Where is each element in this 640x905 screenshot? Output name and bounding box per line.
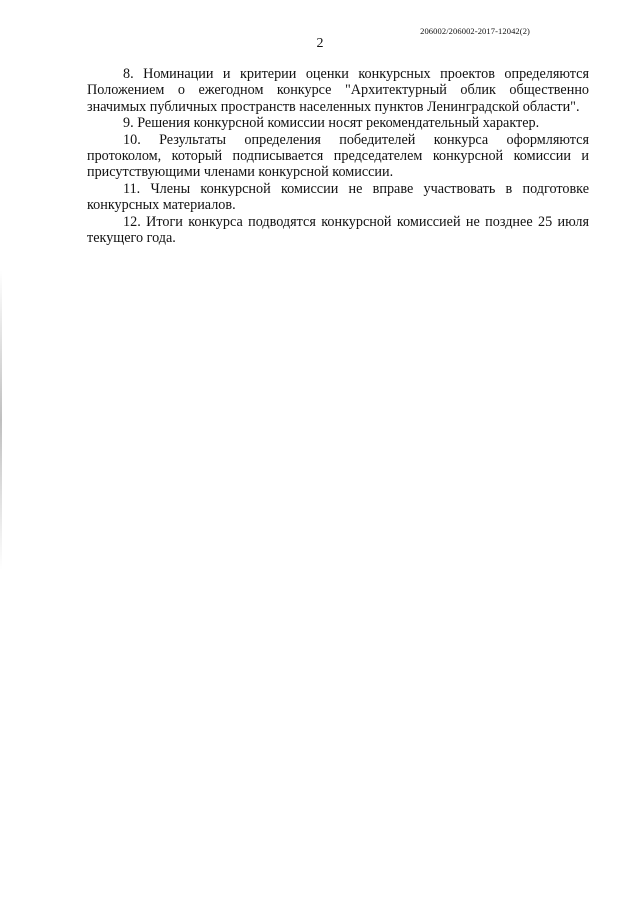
paragraph-item-9: 9. Решения конкурсной комиссии носят рекомендательный характер. <box>123 115 540 132</box>
document-id: 206002/206002-2017-12042(2) <box>420 26 530 36</box>
paragraph-item-12: 12. Итоги конкурса подводятся конкурсной комиссией не позднее 25 июля текущего года. <box>87 213 589 247</box>
paragraph-item-11: 11. Члены конкурсной комиссии не вправе участвовать в подготовке конкурсных материалов. <box>87 180 589 214</box>
page-number: 2 <box>316 36 324 51</box>
paragraph-item-8: 8. Номинации и критерии оценки конкурсных проектов определяются Положением о ежегодном конкурсе "Архитектурный облик общественно значимых публичных пространств населенных пунктов Ленинградской области". <box>87 66 589 115</box>
scan-edge-shadow <box>0 270 2 570</box>
document-body <box>87 66 589 246</box>
paragraph-item-10: 10. Результаты определения победителей конкурса оформляются протоколом, который подписывается председателем конкурсной комиссии и присутствующими членами конкурсной комиссии. <box>87 131 589 181</box>
